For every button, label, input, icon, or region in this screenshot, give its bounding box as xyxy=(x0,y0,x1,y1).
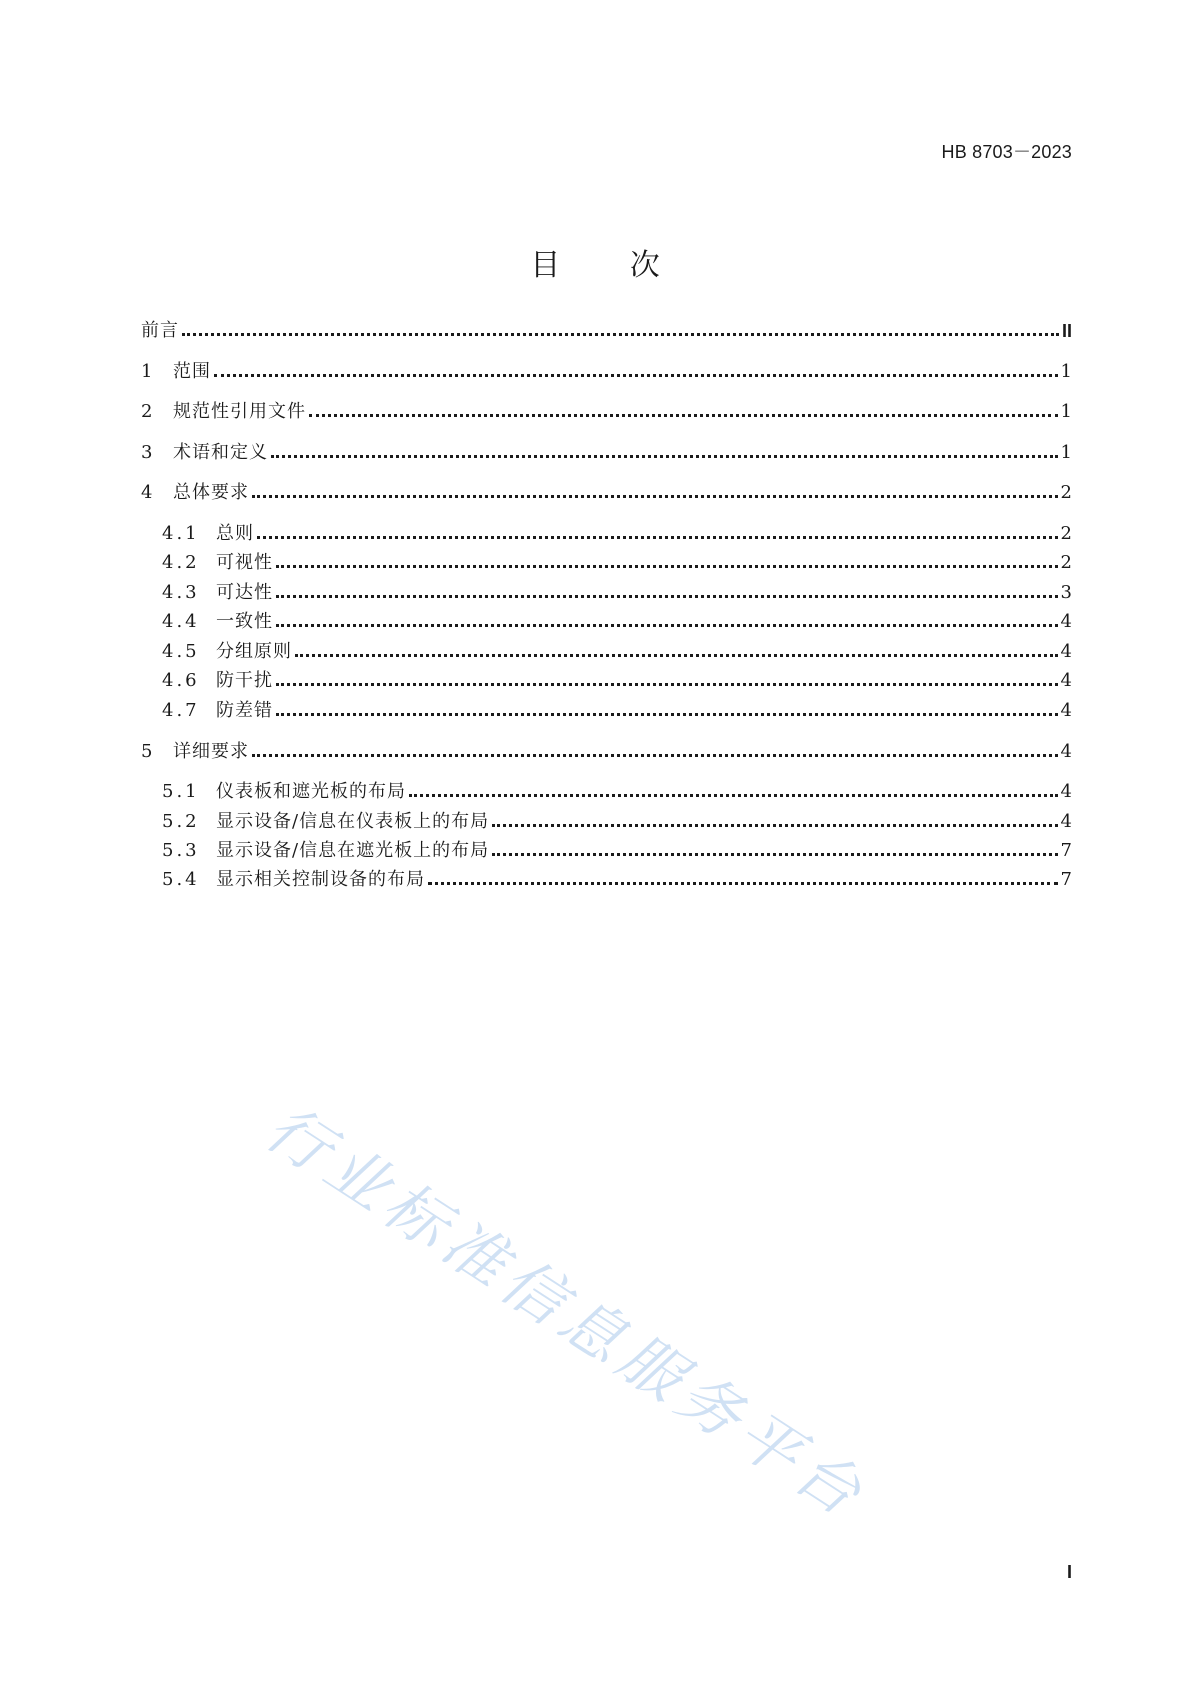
toc-entry-label: 显示设备/信息在遮光板上的布局 xyxy=(216,840,490,861)
standard-code: HB 8703－2023 xyxy=(941,142,1072,162)
toc-entry-page: II xyxy=(1061,321,1072,341)
toc-entry-page: 2 xyxy=(1060,552,1072,573)
toc-entry-page: 4 xyxy=(1060,811,1072,832)
toc-entry-label: 前言 xyxy=(141,320,179,341)
toc-entry-number: 1 xyxy=(141,361,153,382)
toc-entry-label: 可达性 xyxy=(216,582,273,603)
toc-entry-label: 显示设备/信息在仪表板上的布局 xyxy=(216,811,490,832)
toc-entry-number: 5.2 xyxy=(162,811,200,832)
leader-dots xyxy=(271,455,1058,458)
toc-entry-number: 4.4 xyxy=(162,611,200,632)
toc-entry-number: 4 xyxy=(141,482,153,503)
page-number: I xyxy=(1066,1562,1072,1582)
toc-entry-4-3[interactable] xyxy=(162,580,1072,606)
toc-entry-4[interactable] xyxy=(141,480,1072,506)
toc-entry-page: 1 xyxy=(1060,361,1072,382)
toc-entry-number: 2 xyxy=(141,401,153,422)
toc-entry-number: 4.2 xyxy=(162,552,200,573)
toc-entry-label: 范围 xyxy=(173,361,211,382)
toc-entry-number: 5.3 xyxy=(162,840,200,861)
toc-entry-4-5[interactable] xyxy=(162,639,1072,665)
toc-entry-number: 4.5 xyxy=(162,641,200,662)
toc-entry-label: 防差错 xyxy=(216,700,273,721)
toc-entry-page: 1 xyxy=(1060,442,1072,463)
leader-dots xyxy=(492,853,1057,856)
leader-dots xyxy=(295,654,1058,657)
toc-entry-page: 7 xyxy=(1060,840,1072,861)
toc-entry-page: 4 xyxy=(1060,670,1072,691)
toc-entry-4-1[interactable] xyxy=(162,521,1072,547)
toc-entry-label: 分组原则 xyxy=(216,641,292,662)
toc-entry-page: 4 xyxy=(1060,700,1072,721)
toc-entry-number: 5 xyxy=(141,741,153,762)
leader-dots xyxy=(182,333,1059,336)
toc-entry-5-4[interactable] xyxy=(162,867,1072,893)
toc-entry-label: 规范性引用文件 xyxy=(173,401,306,422)
watermark: 行业标准信息服务平台 xyxy=(253,1090,881,1534)
leader-dots xyxy=(257,536,1058,539)
toc-entry-4-6[interactable] xyxy=(162,668,1072,694)
toc-entry-page: 4 xyxy=(1060,641,1072,662)
toc-entry-2[interactable] xyxy=(141,399,1072,425)
toc-entry-foreword[interactable] xyxy=(141,318,1072,344)
toc-entry-number: 4.6 xyxy=(162,670,200,691)
toc-entry-number: 5.4 xyxy=(162,869,200,890)
leader-dots xyxy=(428,882,1058,885)
toc-entry-1[interactable] xyxy=(141,359,1072,385)
toc-entry-label: 仪表板和遮光板的布局 xyxy=(216,781,406,802)
leader-dots xyxy=(409,794,1058,797)
toc-entry-5-1[interactable] xyxy=(162,779,1072,805)
toc-entry-5-3[interactable] xyxy=(162,838,1072,864)
leader-dots xyxy=(276,595,1058,598)
leader-dots xyxy=(492,824,1057,827)
toc-entry-label: 总体要求 xyxy=(173,482,249,503)
leader-dots xyxy=(309,414,1058,417)
toc-entry-number: 4.7 xyxy=(162,700,200,721)
toc-entry-label: 显示相关控制设备的布局 xyxy=(216,869,425,890)
toc-entry-page: 2 xyxy=(1060,482,1072,503)
toc-entry-label: 防干扰 xyxy=(216,670,273,691)
toc-entry-label: 可视性 xyxy=(216,552,273,573)
toc-entry-number: 4.1 xyxy=(162,523,200,544)
leader-dots xyxy=(276,683,1058,686)
toc-entry-4-2[interactable] xyxy=(162,550,1072,576)
leader-dots xyxy=(276,565,1058,568)
toc-entry-page: 4 xyxy=(1060,781,1072,802)
toc-entry-number: 4.3 xyxy=(162,582,200,603)
toc-entry-4-7[interactable] xyxy=(162,698,1072,724)
title-char-1: 目 xyxy=(530,248,561,283)
toc-entry-5-2[interactable] xyxy=(162,809,1072,835)
toc-entry-page: 2 xyxy=(1060,523,1072,544)
toc-entry-label: 一致性 xyxy=(216,611,273,632)
toc-entry-page: 7 xyxy=(1060,869,1072,890)
page-title xyxy=(0,240,1190,284)
leader-dots xyxy=(276,624,1058,627)
toc-entry-number: 3 xyxy=(141,442,153,463)
leader-dots xyxy=(276,713,1058,716)
toc-entry-page: 4 xyxy=(1060,611,1072,632)
toc-entry-5[interactable] xyxy=(141,739,1072,765)
toc-entry-3[interactable] xyxy=(141,440,1072,466)
toc-entry-label: 总则 xyxy=(216,523,254,544)
leader-dots xyxy=(214,374,1058,377)
toc-entry-number: 5.1 xyxy=(162,781,200,802)
toc-entry-label: 详细要求 xyxy=(173,741,249,762)
leader-dots xyxy=(252,495,1058,498)
leader-dots xyxy=(252,754,1058,757)
toc-entry-label: 术语和定义 xyxy=(173,442,268,463)
toc-entry-page: 4 xyxy=(1060,741,1072,762)
toc-entry-4-4[interactable] xyxy=(162,609,1072,635)
title-char-2: 次 xyxy=(629,248,660,283)
toc-entry-page: 3 xyxy=(1060,582,1072,603)
toc-entry-page: 1 xyxy=(1060,401,1072,422)
